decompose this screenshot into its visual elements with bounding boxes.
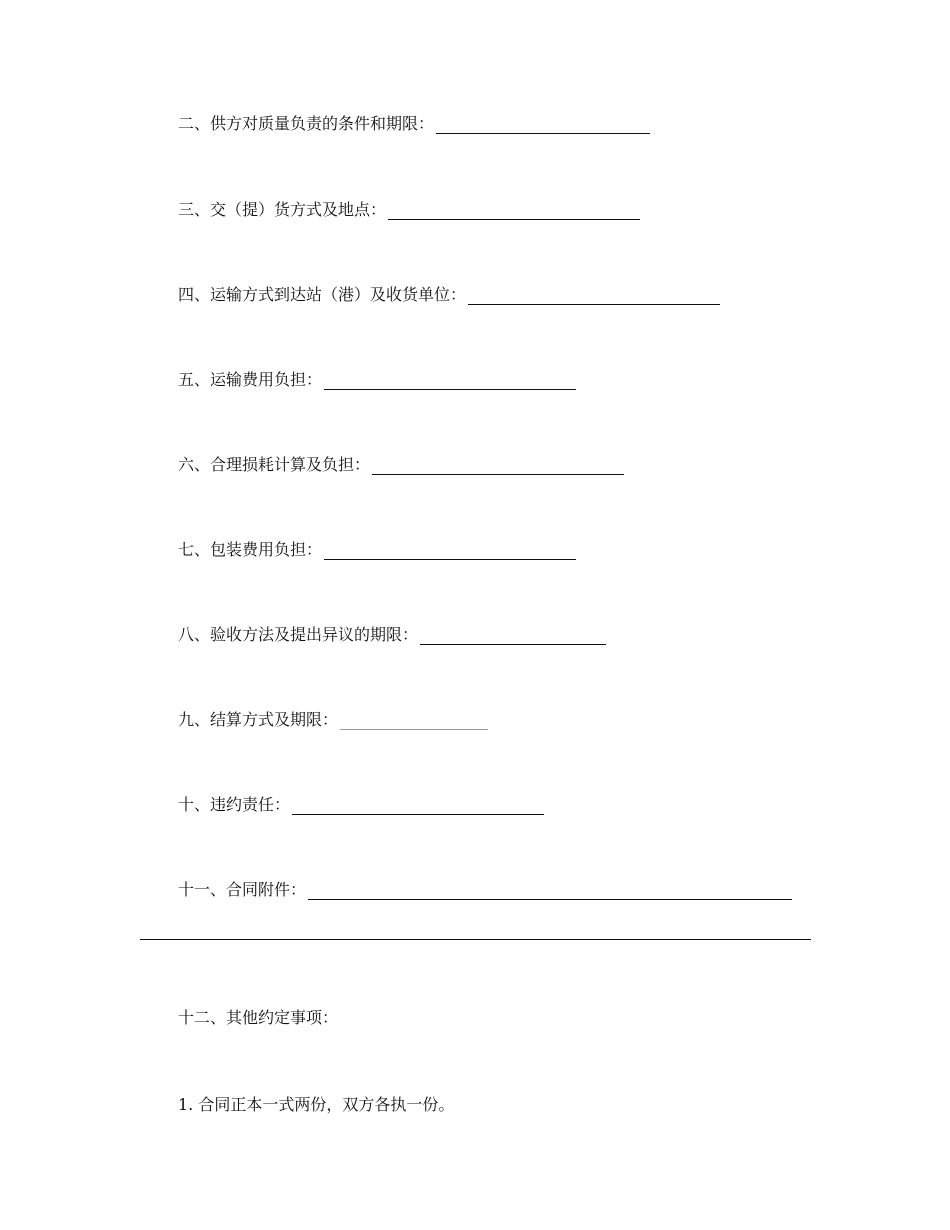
clause-transport-cost: [178, 370, 576, 390]
clause-label: 四、运输方式到达站（港）及收货单位：: [178, 285, 467, 304]
fill-in-blank[interactable]: [436, 115, 650, 134]
clause-loss-calculation: [178, 455, 624, 475]
clause-packaging-cost: [178, 540, 576, 560]
clause-label: 三、交（提）货方式及地点：: [178, 200, 387, 219]
fill-in-blank[interactable]: [468, 286, 720, 305]
clause-label: 九、结算方式及期限：: [178, 710, 339, 729]
clause-settlement-method: [178, 710, 488, 730]
clause-other-matters: [178, 1008, 338, 1028]
item-contract-copies: [178, 1095, 454, 1115]
fill-in-blank[interactable]: [324, 541, 576, 560]
item-text: 1. 合同正本一式两份，双方各执一份。: [178, 1095, 455, 1114]
clause-label: 八、验收方法及提出异议的期限：: [178, 625, 419, 644]
clause-label: 七、包装费用负担：: [178, 540, 323, 559]
clause-label: 十、违约责任：: [178, 795, 291, 814]
clause-delivery-method: [178, 200, 640, 220]
continuation-blank[interactable]: [140, 939, 811, 940]
fill-in-blank[interactable]: [372, 456, 624, 475]
clause-label: 五、运输费用负担：: [178, 370, 323, 389]
fill-in-blank[interactable]: [388, 201, 640, 220]
clause-quality-responsibility: [178, 114, 650, 134]
clause-label: 十一、合同附件：: [178, 880, 307, 899]
clause-contract-attachments: [178, 880, 792, 900]
fill-in-blank[interactable]: [308, 881, 792, 900]
fill-in-blank[interactable]: [420, 626, 606, 645]
clause-label: 十二、其他约定事项：: [178, 1008, 339, 1027]
clause-label: 二、供方对质量负责的条件和期限：: [178, 114, 435, 133]
clause-inspection-method: [178, 625, 606, 645]
clause-label: 六、合理损耗计算及负担：: [178, 455, 371, 474]
clause-transport-destination: [178, 285, 720, 305]
fill-in-blank[interactable]: [292, 796, 544, 815]
fill-in-blank[interactable]: [324, 371, 576, 390]
fill-in-blank[interactable]: [340, 711, 488, 730]
clause-breach-liability: [178, 795, 544, 815]
